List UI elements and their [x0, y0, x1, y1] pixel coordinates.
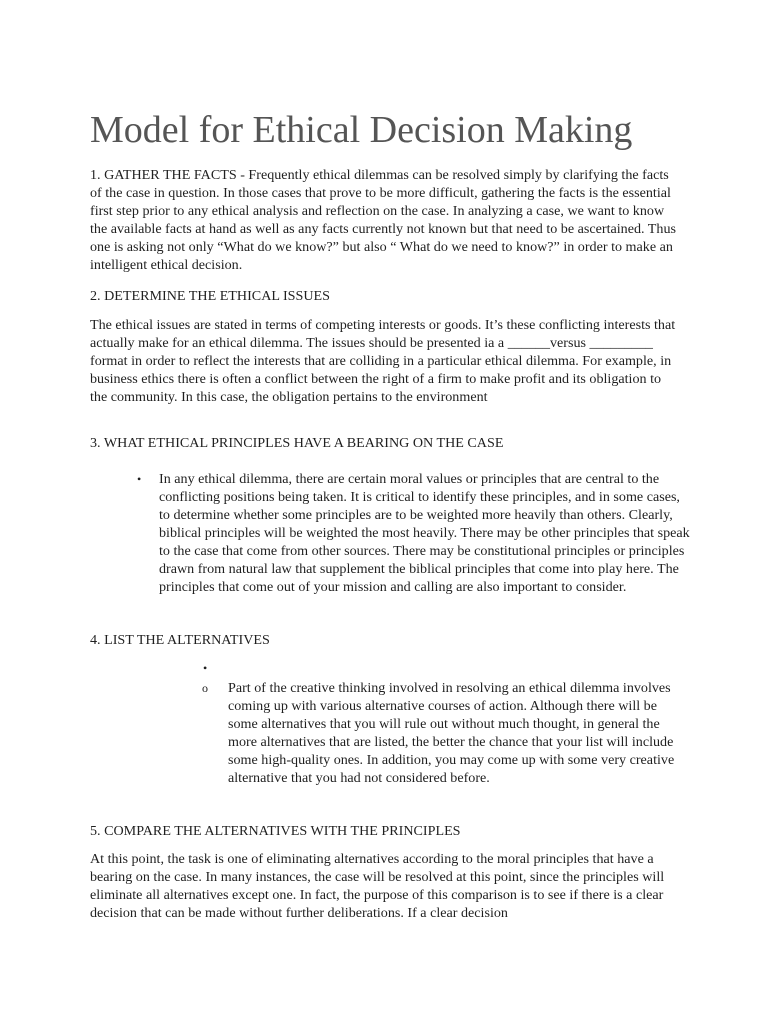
step3-bullet-text: In any ethical dilemma, there are certain moral values or principles that are central to the conflicting positions being taken. It is critical to identify these principles, and in some cases, to determine whether some principles are to be weighted more heavily than others. Clearly, biblical principles will be weighted the most heavily. There may be other principles that speak to the case that come from other sources. There may be constitutional principles or principles drawn from natural law that supplement the biblical principles that come into play here. The principles that come out of your mission and calling are also important to consider.: [159, 471, 690, 595]
hollow-circle-bullet-icon: o: [202, 681, 208, 695]
list-item: [90, 661, 690, 679]
step4-heading: 4. LIST THE ALTERNATIVES: [90, 632, 270, 648]
step2-paragraph: The ethical issues are stated in terms of competing interests or goods. It’s these conflicting interests that actually make for an ethical dilemma. The issues should be presented ia a ______versus _________ format in order to reflect the interests that are colliding in a particular ethical dilemma. For example, in business ethics there is often a conflict between the right of a firm to make profit and its obligation to the community. In this case, the obligation pertains to the environment: [90, 317, 676, 405]
step5-paragraph: At this point, the task is one of eliminating alternatives according to the moral principles that have a bearing on the case. In many instances, the case will be resolved at this point, since the principles will eliminate all alternatives except one. In fact, the purpose of this comparison is to see if there is a clear decision that can be made without further deliberations. If a clear decision: [90, 851, 665, 921]
step2-heading: 2. DETERMINE THE ETHICAL ISSUES: [90, 288, 330, 304]
step3-heading: 3. WHAT ETHICAL PRINCIPLES HAVE A BEARING ON THE CASE: [90, 435, 504, 451]
bullet-icon: •: [137, 472, 142, 486]
list-item: [90, 679, 678, 787]
list-item: [90, 470, 690, 596]
step4-list: [90, 661, 690, 787]
document-title: Model for Ethical Decision Making: [90, 109, 633, 151]
step3-bullet-list: [90, 470, 690, 596]
bullet-icon: •: [203, 661, 208, 675]
step5-heading: 5. COMPARE THE ALTERNATIVES WITH THE PRINCIPLES: [90, 823, 461, 839]
step1-paragraph: 1. GATHER THE FACTS - Frequently ethical dilemmas can be resolved simply by clarifying the facts of the case in question. In those cases that prove to be more difficult, gathering the facts is the essential first step prior to any ethical analysis and reflection on the case. In analyzing a case, we want to know the available facts at hand as well as any facts currently not known but that need to be ascertained. Thus one is asking not only “What do we know?” but also “ What do we need to know?” in order to make an intelligent ethical decision.: [90, 167, 676, 273]
step4-sub-text: Part of the creative thinking involved in resolving an ethical dilemma involves coming up with various alternative courses of action. Although there will be some alternatives that you will rule out without much thought, in general the more alternatives that are listed, the better the chance that your list will include some high-quality ones. In addition, you may come up with some very creative alternative that you had not considered before.: [228, 680, 675, 786]
